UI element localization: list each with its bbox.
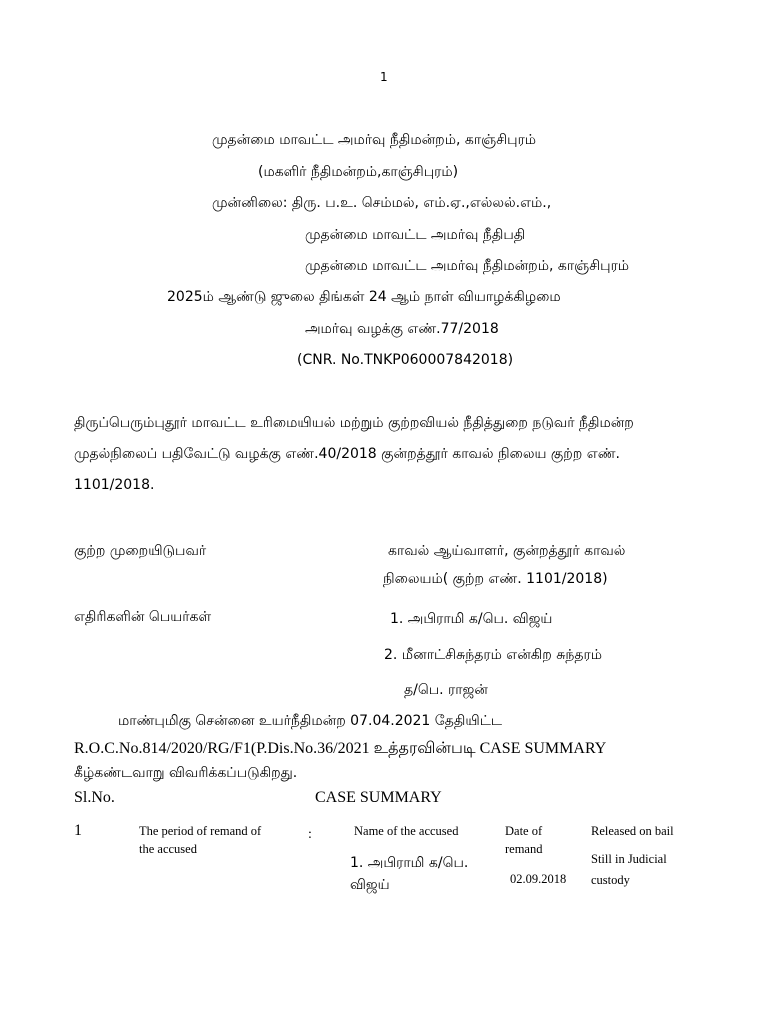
remand-label-line-1: The period of remand of xyxy=(139,824,262,838)
table-header-title: CASE SUMMARY xyxy=(315,789,442,806)
bail-header: Released on bail xyxy=(591,824,674,838)
table-row-serial: 1 xyxy=(74,822,82,839)
status-line-2: custody xyxy=(591,873,630,887)
accused-name-line-1: 1. அபிராமி க/பெ. xyxy=(350,855,469,871)
hearing-date: 2025ம் ஆண்டு ஜுலை திங்கள் 24 ஆம் நாள் வியாழக்கிழமை xyxy=(167,289,561,305)
case-number: அமர்வு வழக்கு எண்.77/2018 xyxy=(305,321,499,337)
name-header: Name of the accused xyxy=(354,824,459,838)
order-line-3: கீழ்கண்டவாறு விவரிக்கப்படுகிறது. xyxy=(74,765,298,781)
court-name: முதன்மை மாவட்ட அமர்வு நீதிமன்றம், காஞ்சிபுரம் xyxy=(212,132,537,148)
accused-1: 1. அபிராமி க/பெ. விஜய் xyxy=(390,611,553,627)
cnr-number: (CNR. No.TNKP060007842018) xyxy=(297,352,514,368)
accused-2-relation: த/பெ. ராஜன் xyxy=(404,682,488,698)
origin-line-2: முதல்நிலைப் பதிவேட்டு வழக்கு எண்.40/2018 குன்றத்தூர் காவல் நிலைய குற்ற எண். xyxy=(74,446,620,462)
judge-court: முதன்மை மாவட்ட அமர்வு நீதிமன்றம், காஞ்சிபுரம் xyxy=(305,258,630,274)
origin-line-3: 1101/2018. xyxy=(74,477,155,493)
table-header-slno: Sl.No. xyxy=(74,789,115,806)
page-number: 1 xyxy=(380,70,388,84)
accused-2: 2. மீனாட்சிசுந்தரம் என்கிற சுந்தரம் xyxy=(384,647,602,663)
court-alias: (மகளிர் நீதிமன்றம்,காஞ்சிபுரம்) xyxy=(258,164,459,180)
remand-date: 02.09.2018 xyxy=(510,872,567,886)
date-header-line-1: Date of xyxy=(505,824,543,838)
date-header-line-2: remand xyxy=(505,842,543,856)
origin-line-1: திருப்பெரும்புதூர் மாவட்ட உரிமையியல் மற்றும் குற்றவியல் நீதித்துறை நடுவர் நீதிமன்ற xyxy=(74,415,634,431)
accused-label: எதிரிகளின் பெயர்கள் xyxy=(74,609,212,625)
accused-name-line-2: விஜய் xyxy=(350,877,390,893)
remand-label-line-2: the accused xyxy=(139,842,197,856)
order-line-1: மாண்புமிகு சென்னை உயர்நீதிமன்ற 07.04.2021 தேதியிட்ட xyxy=(118,713,502,729)
order-line-2: R.O.C.No.814/2020/RG/F1(P.Dis.No.36/2021 உத்தரவின்படி CASE SUMMARY xyxy=(74,740,607,757)
judge-title: முதன்மை மாவட்ட அமர்வு நீதிபதி xyxy=(305,227,526,243)
presiding-officer: முன்னிலை: திரு. ப.உ. செம்மல், எம்.ஏ.,எல்லல்.எம்., xyxy=(212,195,552,211)
complainant-label: குற்ற முறையிடுபவர் xyxy=(74,543,207,559)
complainant-line-1: காவல் ஆய்வாளர், குன்றத்தூர் காவல் xyxy=(388,543,626,559)
status-line-1: Still in Judicial xyxy=(591,852,667,866)
complainant-line-2: நிலையம்( குற்ற எண். 1101/2018) xyxy=(383,571,608,587)
table-colon: : xyxy=(308,827,312,842)
